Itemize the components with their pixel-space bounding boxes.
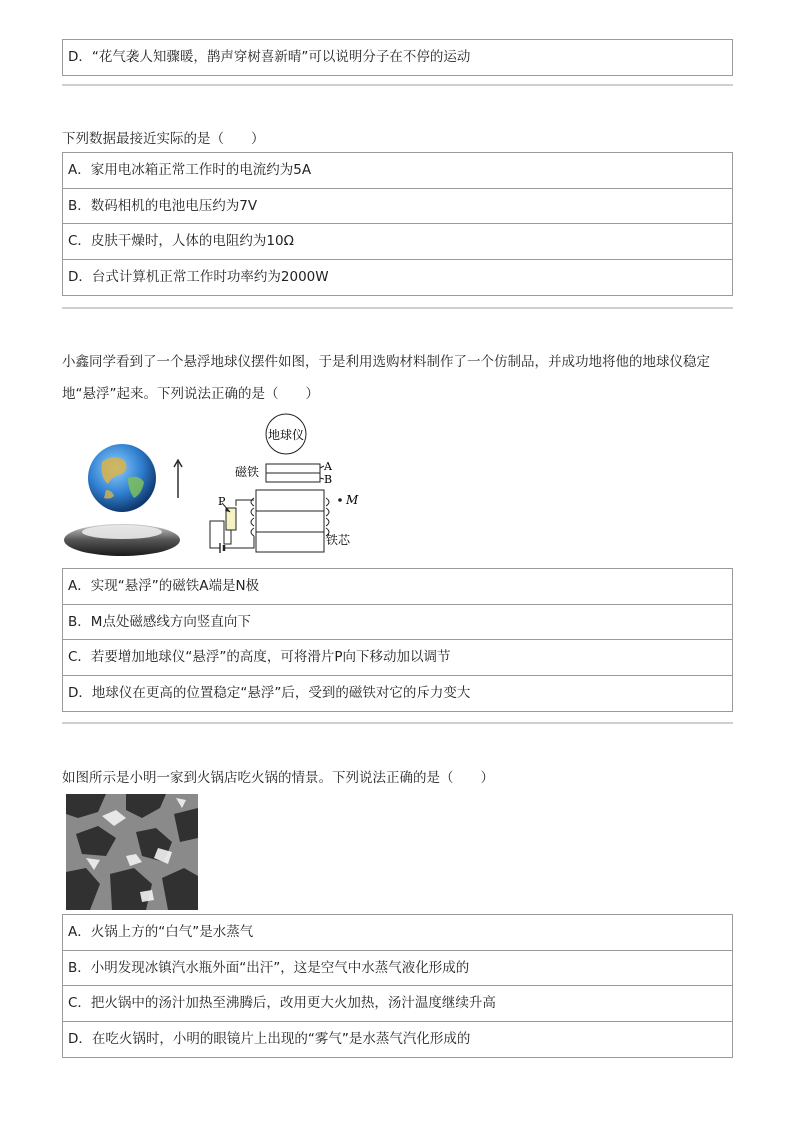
- upward-arrow: [171, 458, 185, 500]
- globe-photo: [62, 444, 182, 564]
- q2-option-d[interactable]: D．地球仪在更高的位置稳定“悬浮”后，受到的磁铁对它的斥力变大: [63, 675, 732, 711]
- q0-options: [62, 39, 733, 76]
- q0-option-d[interactable]: D．“花气袭人知骤暖，鹊声穿树喜新晴”可以说明分子在不停的运动: [68, 49, 471, 65]
- magnet-label: 磁铁: [235, 465, 260, 479]
- q1-stem: 下列数据最接近实际的是（ ）: [62, 131, 265, 147]
- circuit-diagram: [200, 408, 370, 564]
- q2-stem-line1: 小鑫同学看到了一个悬浮地球仪摆件如图，于是利用选购材料制作了一个仿制品，并成功地将他的地球仪稳定: [62, 354, 710, 370]
- point-m-label: M: [346, 493, 359, 507]
- q3-options: [62, 914, 733, 1058]
- q3-stem: 如图所示是小明一家到火锅店吃火锅的情景。下列说法正确的是（ ）: [62, 770, 494, 786]
- q1-option-d[interactable]: D．台式计算机正常工作时功率约为2000W: [63, 259, 732, 295]
- magnet-end-b-label: B: [324, 473, 333, 486]
- q1-option-b[interactable]: B．数码相机的电池电压约为7V: [63, 188, 732, 224]
- q2-options: [62, 568, 733, 712]
- hotpot-photo: [66, 794, 198, 910]
- separator: [62, 722, 733, 724]
- q2-option-b[interactable]: B．M点处磁感线方向竖直向下: [63, 604, 732, 640]
- q3-option-d[interactable]: D．在吃火锅时，小明的眼镜片上出现的“雾气”是水蒸气汽化形成的: [63, 1021, 732, 1057]
- magnet-end-a-label: A: [324, 460, 332, 473]
- q3-option-b[interactable]: B．小明发现冰镇汽水瓶外面“出汗”，这是空气中水蒸气液化形成的: [63, 950, 732, 986]
- q3-option-a[interactable]: A．火锅上方的“白气”是水蒸气: [68, 924, 254, 940]
- globe-label: 地球仪: [267, 428, 305, 442]
- q1-options: [62, 152, 733, 296]
- q1-option-a[interactable]: A．家用电冰箱正常工作时的电流约为5A: [68, 162, 312, 178]
- slider-p-label: P: [218, 495, 226, 508]
- q1-option-c[interactable]: C．皮肤干燥时，人体的电阻约为10Ω: [63, 223, 732, 259]
- iron-core-label: 铁芯: [326, 533, 351, 547]
- separator: [62, 84, 733, 86]
- q2-stem-line2: 地“悬浮”起来。下列说法正确的是（ ）: [62, 386, 319, 402]
- separator: [62, 307, 733, 309]
- q2-option-a[interactable]: A．实现“悬浮”的磁铁A端是N极: [68, 578, 260, 594]
- q3-option-c[interactable]: C．把火锅中的汤汁加热至沸腾后，改用更大火加热，汤汁温度继续升高: [63, 985, 732, 1021]
- q2-option-c[interactable]: C．若要增加地球仪“悬浮”的高度，可将滑片P向下移动加以调节: [63, 639, 732, 675]
